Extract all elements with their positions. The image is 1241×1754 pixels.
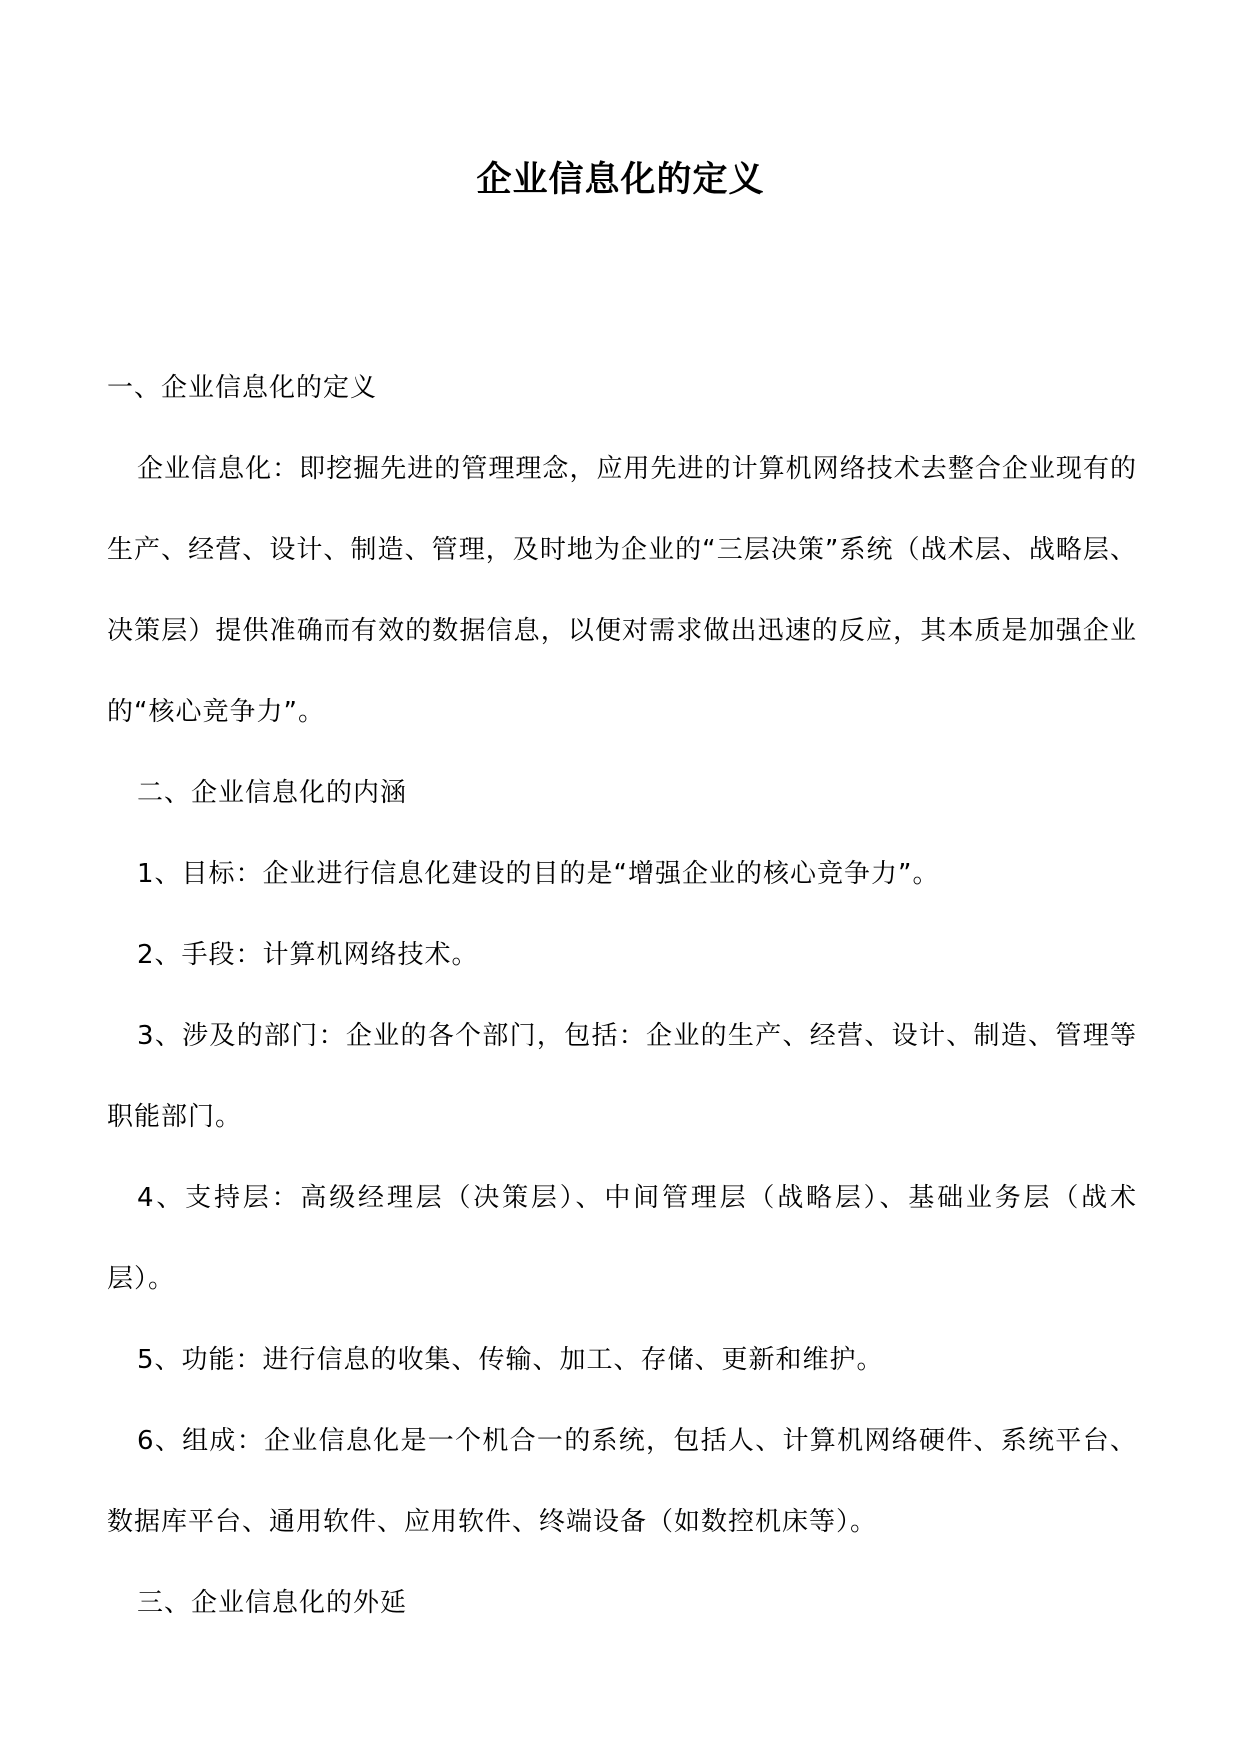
list-item-composition: 6、组成：企业信息化是一个机合一的系统，包括人、计算机网络硬件、系统平台、数据库平台、通用软件、应用软件、终端设备（如数控机床等）。 — [107, 1426, 1137, 1537]
list-item-departments: 3、涉及的部门：企业的各个部门，包括：企业的生产、经营、设计、制造、管理等职能部门。 — [107, 1021, 1137, 1132]
document-body — [107, 348, 1137, 1644]
list-item-functions: 5、功能：进行信息的收集、传输、加工、存储、更新和维护。 — [137, 1345, 884, 1375]
section-heading-2: 二、企业信息化的内涵 — [137, 778, 408, 808]
section-heading-3: 三、企业信息化的外延 — [137, 1588, 408, 1618]
document-title: 企业信息化的定义 — [476, 160, 765, 200]
list-item-support-layers: 4、支持层：高级经理层（决策层）、中间管理层（战略层）、基础业务层（战术层）。 — [107, 1183, 1137, 1294]
section-heading-1: 一、企业信息化的定义 — [107, 373, 378, 403]
list-item-means: 2、手段：计算机网络技术。 — [137, 940, 479, 970]
list-item-goal: 1、目标：企业进行信息化建设的目的是“增强企业的核心竞争力”。 — [137, 859, 940, 889]
definition-paragraph: 企业信息化：即挖掘先进的管理理念，应用先进的计算机网络技术去整合企业现有的生产、经营、设计、制造、管理，及时地为企业的“三层决策”系统（战术层、战略层、决策层）提供准确而有效的数据信息，以便对需求做出迅速的反应，其本质是加强企业的“核心竞争力”。 — [107, 454, 1137, 727]
